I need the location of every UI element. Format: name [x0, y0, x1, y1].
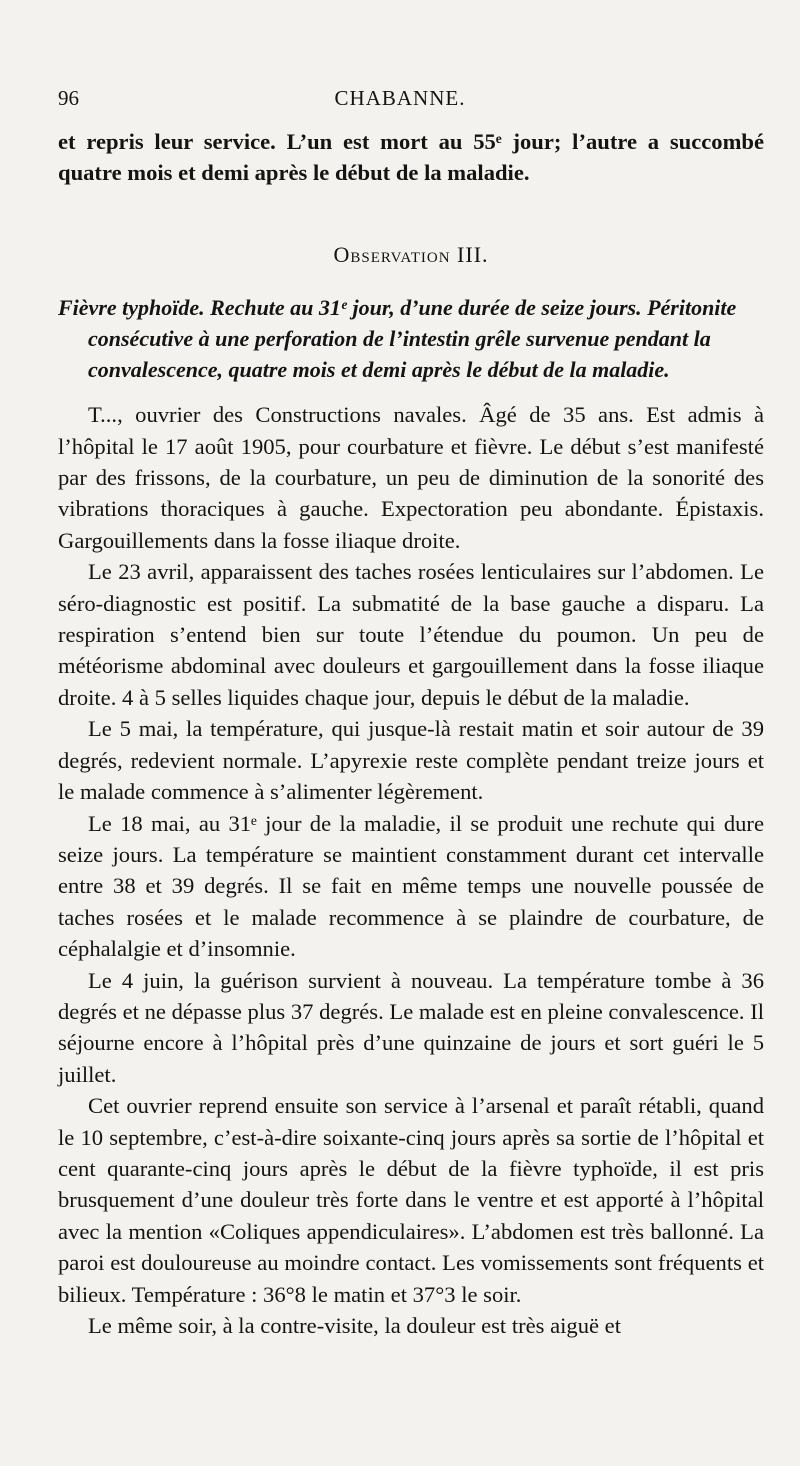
- continuation-paragraph: et repris leur service. L’un est mort au 55ᵉ jour; l’autre a succombé quatre mois et demi après le début de la maladie.: [58, 129, 764, 186]
- paragraph-contre-visite: Le même soir, à la contre-visite, la douleur est très aiguë et: [88, 1313, 621, 1338]
- paragraph-5-mai: Le 5 mai, la température, qui jusque-là restait matin et soir autour de 39 degrés, redevient normale. L’apyrexie reste complète pendant treize jours et le malade commence à s’alimenter légèrement.: [58, 716, 764, 805]
- running-title: CHABANNE.: [334, 86, 466, 110]
- paragraph-admission: T..., ouvrier des Constructions navales. Âgé de 35 ans. Est admis à l’hôpital le 17 août 1905, pour courbature et fièvre. Le début s’est manifesté par des frissons, de la courbature, un peu de diminution de la sonorité des vibrations thoraciques à gauche. Expectoration peu abondante. Épistaxis. Gargouillements dans la fosse iliaque droite.: [58, 402, 764, 553]
- running-head: [58, 86, 742, 116]
- paragraph-23-avril: Le 23 avril, apparaissent des taches rosées lenticulaires sur l’abdomen. Le séro-diagnostic est positif. La submatité de la base gauche a disparu. La respiration s’entend bien sur toute l’étendue du poumon. Un peu de météorisme abdominal avec douleurs et gargouillement dans la fosse iliaque droite. 4 à 5 selles liquides chaque jour, depuis le début de la maladie.: [58, 559, 764, 710]
- summary-line: Fièvre typhoïde. Rechute au 31ᵉ jour, d’une durée de seize jours. Péritonite: [58, 295, 737, 321]
- summary-line: consécutive à une perforation de l’intestin grêle survenue pendant la: [88, 326, 711, 352]
- page-number: 96: [58, 86, 79, 110]
- paragraph-4-juin: Le 4 juin, la guérison survient à nouveau. La température tombe à 36 degrés et ne dépasse plus 37 degrés. Le malade est en pleine convalescence. Il séjourne encore à l’hôpital près d’une quinzaine de jours et sort guéri le 5 juillet.: [58, 967, 764, 1087]
- paragraph-10-septembre: Cet ouvrier reprend ensuite son service à l’arsenal et paraît rétabli, quand le 10 septembre, c’est-à-dire soixante-cinq jours après sa sortie de l’hôpital et cent quarante-cinq jours après le début de la fièvre typhoïde, il est pris brusquement d’une douleur très forte dans le ventre et est apporté à l’hôpital avec la mention «Coliques appendiculaires». L’abdomen est très ballonné. La paroi est douloureuse au moindre contact. Les vomissements sont fréquents et bilieux. Température : 36°8 le matin et 37°3 le soir.: [58, 1093, 764, 1307]
- paragraph-18-mai: Le 18 mai, au 31ᵉ jour de la maladie, il se produit une rechute qui dure seize jours. La température se maintient constamment durant cet intervalle entre 38 et 39 degrés. Il se fait en même temps une nouvelle poussée de taches rosées et le malade recommence à se plaindre de courbature, de céphalalgie et d’insomnie.: [58, 810, 764, 962]
- summary-line: convalescence, quatre mois et demi après le début de la maladie.: [88, 357, 670, 383]
- observation-heading: Observation III.: [333, 241, 489, 267]
- observation-summary: [58, 292, 764, 385]
- text-block: [58, 126, 764, 1341]
